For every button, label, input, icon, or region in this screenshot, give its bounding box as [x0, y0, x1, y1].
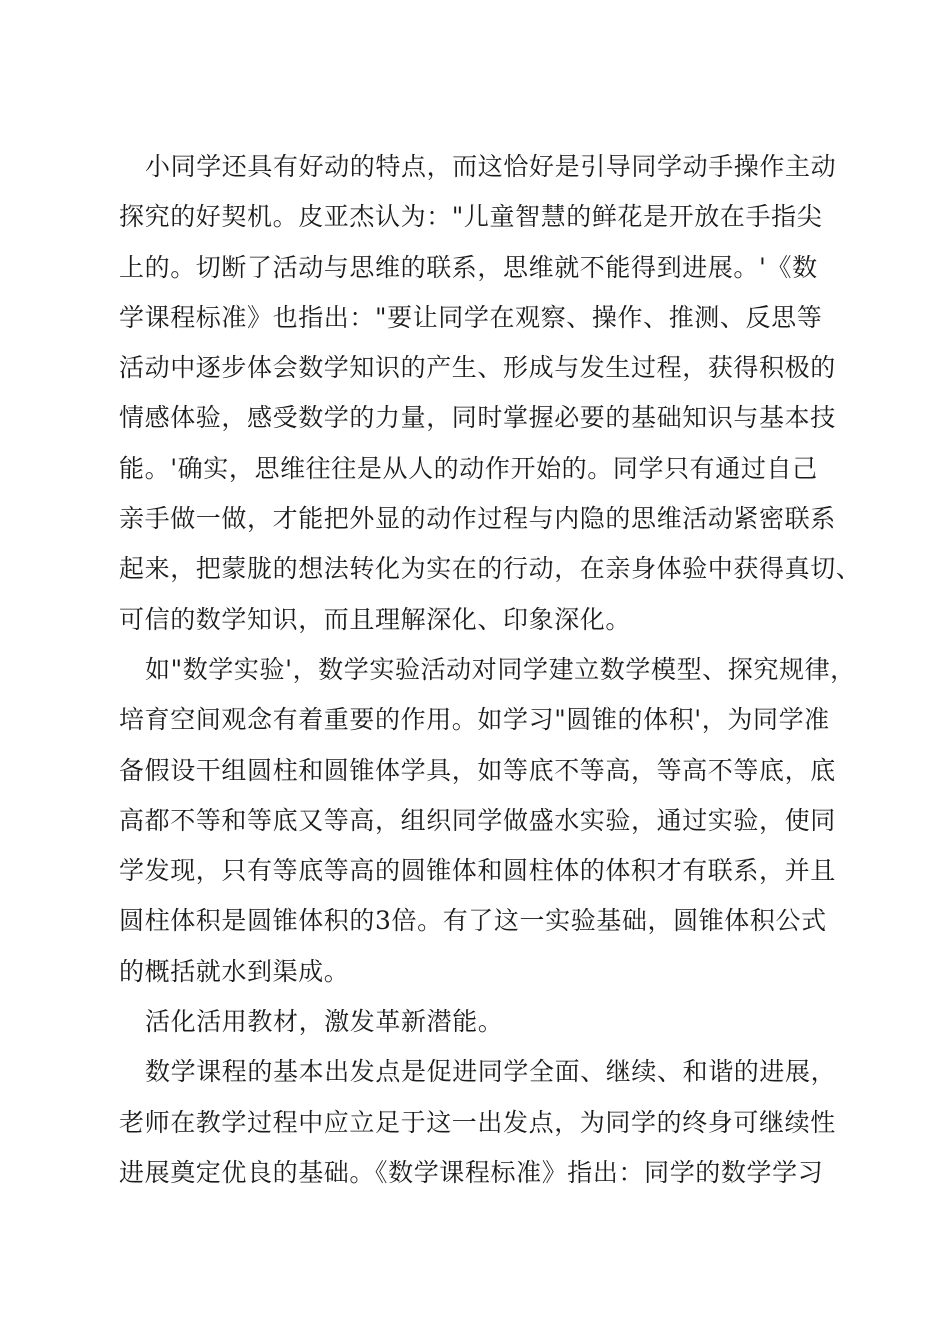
- text-line: 学课程标准》也指出："要让同学在观察、操作、推测、反思等: [119, 302, 823, 332]
- text-line: 活化活用教材，激发革新潜能。: [145, 1007, 504, 1037]
- text-line: 备假设干组圆柱和圆锥体学具，如等底不等高，等高不等底，底: [119, 755, 836, 785]
- text-line: 学发现，只有等底等高的圆锥体和圆柱体的体积才有联系，并且: [119, 856, 836, 886]
- text-line: 探究的好契机。皮亚杰认为："儿童智慧的鲜花是开放在手指尖: [119, 202, 823, 232]
- text-line: 情感体验，感受数学的力量，同时掌握必要的基础知识与基本技: [119, 403, 836, 433]
- text-line: 活动中逐步体会数学知识的产生、形成与发生过程，获得积极的: [119, 353, 836, 383]
- text-line: 圆柱体积是圆锥体积的3倍。有了这一实验基础，圆锥体积公式: [119, 906, 827, 936]
- text-line: 起来，把蒙胧的想法转化为实在的行动，在亲身体验中获得真切、: [119, 554, 862, 584]
- text-line: 培育空间观念有着重要的作用。如学习"圆锥的体积'，为同学准: [119, 705, 830, 735]
- text-line: 老师在教学过程中应立足于这一出发点，为同学的终身可继续性: [119, 1107, 836, 1137]
- text-line: 可信的数学知识，而且理解深化、印象深化。: [119, 604, 632, 634]
- text-line: 如"数学实验'，数学实验活动对同学建立数学模型、探究规律，: [145, 654, 856, 684]
- text-line: 亲手做一做，才能把外显的动作过程与内隐的思维活动紧密联系: [119, 504, 836, 534]
- text-line: 进展奠定优良的基础。《数学课程标准》指出：同学的数学学习: [119, 1157, 824, 1187]
- text-line: 上的。切断了活动与思维的联系，思维就不能得到进展。'《数: [119, 252, 818, 282]
- text-line: 能。'确实，思维往往是从人的动作开始的。同学只有通过自己: [119, 453, 818, 483]
- text-line: 的概括就水到渠成。: [119, 956, 350, 986]
- text-line: 高都不等和等底又等高，组织同学做盛水实验，通过实验，使同: [119, 805, 836, 835]
- body-text: [119, 146, 862, 1202]
- text-line: 数学课程的基本出发点是促进同学全面、继续、和谐的进展，: [145, 1057, 837, 1087]
- text-line: 小同学还具有好动的特点，而这恰好是引导同学动手操作主动: [145, 152, 837, 181]
